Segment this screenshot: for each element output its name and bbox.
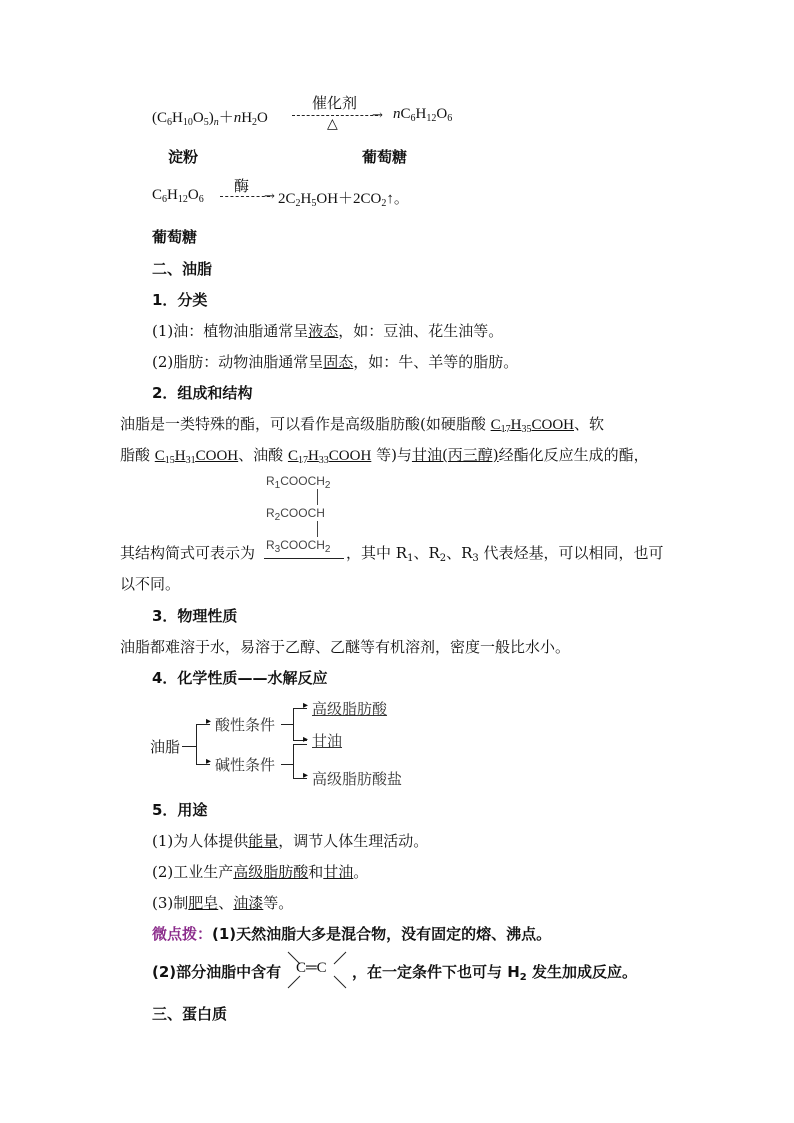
arrow-bottom: ▸ [303, 770, 309, 781]
product-fatty-acid-salt: 高级脂肪酸盐 [312, 771, 403, 788]
acid-branch-v [293, 708, 294, 740]
physical-text: 油脂都难溶于水，易溶于乙醇、乙醚等有机溶剂，密度一般比水小。 [120, 638, 571, 656]
reaction-arrow-1 [292, 94, 383, 134]
fat-line: (2)脂肪：动物油脂通常呈固态，如：牛、羊等的脂肪。 [152, 353, 519, 371]
acid-condition: 酸性条件 [215, 717, 276, 734]
section-heading-lipids: 二、油脂 [152, 260, 213, 278]
product-glycerol: 甘油 [312, 733, 343, 750]
answer-liquid: 液态 [308, 322, 339, 340]
answer-paint: 油漆 [233, 894, 264, 912]
arrow-mid: ▸ [303, 734, 309, 745]
base-condition: 碱性条件 [215, 757, 276, 774]
hydrolysis-diagram [150, 694, 450, 794]
section-heading-protein: 三、蛋白质 [152, 1005, 228, 1023]
arrow-acid: ▸ [206, 716, 212, 727]
root-branch-v [196, 724, 197, 764]
arrow-head-1: → [372, 108, 383, 123]
tip-line-2: (2)部分油脂中含有 [152, 963, 282, 981]
tip-line-1: 微点拨：(1)天然油脂大多是混合物，没有固定的熔、沸点。 [152, 925, 552, 943]
subheading-chemical: 4．化学性质——水解反应 [152, 669, 328, 687]
base-branch-v [293, 744, 294, 778]
label-starch: 淀粉 [168, 148, 199, 166]
tip-label: 微点拨： [152, 925, 213, 943]
catalyst-label: 催化剂 [312, 94, 358, 112]
equation-product-1: $nC_6H_{12}O_6$ [393, 106, 453, 124]
subheading-physical: 3．物理性质 [152, 607, 238, 625]
equation-fermentation-reactant: $C_6H_{12}O_6$ [152, 187, 204, 205]
answer-energy: 能量 [248, 832, 279, 850]
equation-hydrolysis: $(C_6H_{10}O_5)_n+nH_2O$ [152, 110, 268, 128]
composition-line-3b: ，其中 $R_1$、$R_2$、$R_3$ 代表烃基，可以相同，也可 [346, 544, 664, 564]
oil-line: (1)油：植物油脂通常呈液态，如：豆油、花生油等。 [152, 322, 504, 340]
base-branch-h [281, 764, 293, 765]
oleic-acid-formula: $C_{17}H_{33}COOH$ [287, 448, 372, 466]
product-fatty-acid: 高级脂肪酸 [312, 701, 388, 718]
acid-branch-h [281, 724, 293, 725]
cc-text: C═C [296, 960, 327, 976]
label-glucose-1: 葡萄糖 [362, 148, 408, 166]
label-glucose-2: 葡萄糖 [152, 228, 198, 246]
use-line-1: (1)为人体提供能量，调节人体生理活动。 [152, 832, 429, 850]
use-line-3: (3)制肥皂、油漆等。 [152, 894, 294, 912]
arrow-head-2: → [264, 189, 275, 204]
root-lipid: 油脂 [150, 739, 181, 756]
answer-soap: 肥皂 [188, 894, 219, 912]
bond-line-2 [317, 521, 318, 537]
palmitic-acid-formula: $C_{15}H_{31}COOH$ [154, 448, 239, 466]
subheading-uses: 5．用途 [152, 801, 208, 819]
triglyceride-structure: $R_1COOCH_2$ $R_2COOCH$ $R_3COOCH_2$ [266, 474, 342, 562]
answer-fatty-acid: 高级脂肪酸 [233, 863, 309, 881]
use-line-2: (2)工业生产高级脂肪酸和甘油。 [152, 863, 369, 881]
arrow-line-2 [220, 196, 270, 197]
reaction-arrow-2 [220, 175, 276, 205]
arrow-top: ▸ [303, 700, 309, 711]
enzyme-label: 酶 [234, 177, 250, 195]
answer-solid: 固态 [323, 353, 354, 371]
composition-line-2: 脂酸 $C_{15}H_{31}COOH$、油酸 $C_{17}H_{33}COOH$ 等)与甘油(丙三醇)经酯化反应生成的酯， [120, 446, 649, 466]
answer-glycerol: 甘油(丙三醇) [411, 446, 499, 464]
structure-underline [264, 558, 344, 559]
root-branch-h [182, 746, 196, 747]
cc-double-bond [286, 950, 348, 990]
bond-line-1 [317, 489, 318, 505]
subheading-composition: 2．组成和结构 [152, 384, 253, 402]
arrow-base: ▸ [206, 756, 212, 767]
heat-icon: △ [327, 116, 338, 132]
composition-line-4: 以不同。 [120, 575, 181, 593]
equation-fermentation-products: $2C_2H_5OH+2CO_2↑$。 [278, 191, 409, 209]
composition-line-1: 油脂是一类特殊的酯，可以看作是高级脂肪酸(如硬脂酸 $C_{17}H_{35}COOH$、软 [120, 415, 605, 435]
composition-line-3: 其结构简式可表示为 [120, 544, 256, 562]
tip-line-2b: ，在一定条件下也可与 $H_2$ 发生加成反应。 [352, 963, 637, 983]
answer-glycerol-2: 甘油 [323, 863, 354, 881]
subheading-classification: 1．分类 [152, 291, 208, 309]
stearic-acid-formula: $C_{17}H_{35}COOH$ [490, 417, 574, 435]
